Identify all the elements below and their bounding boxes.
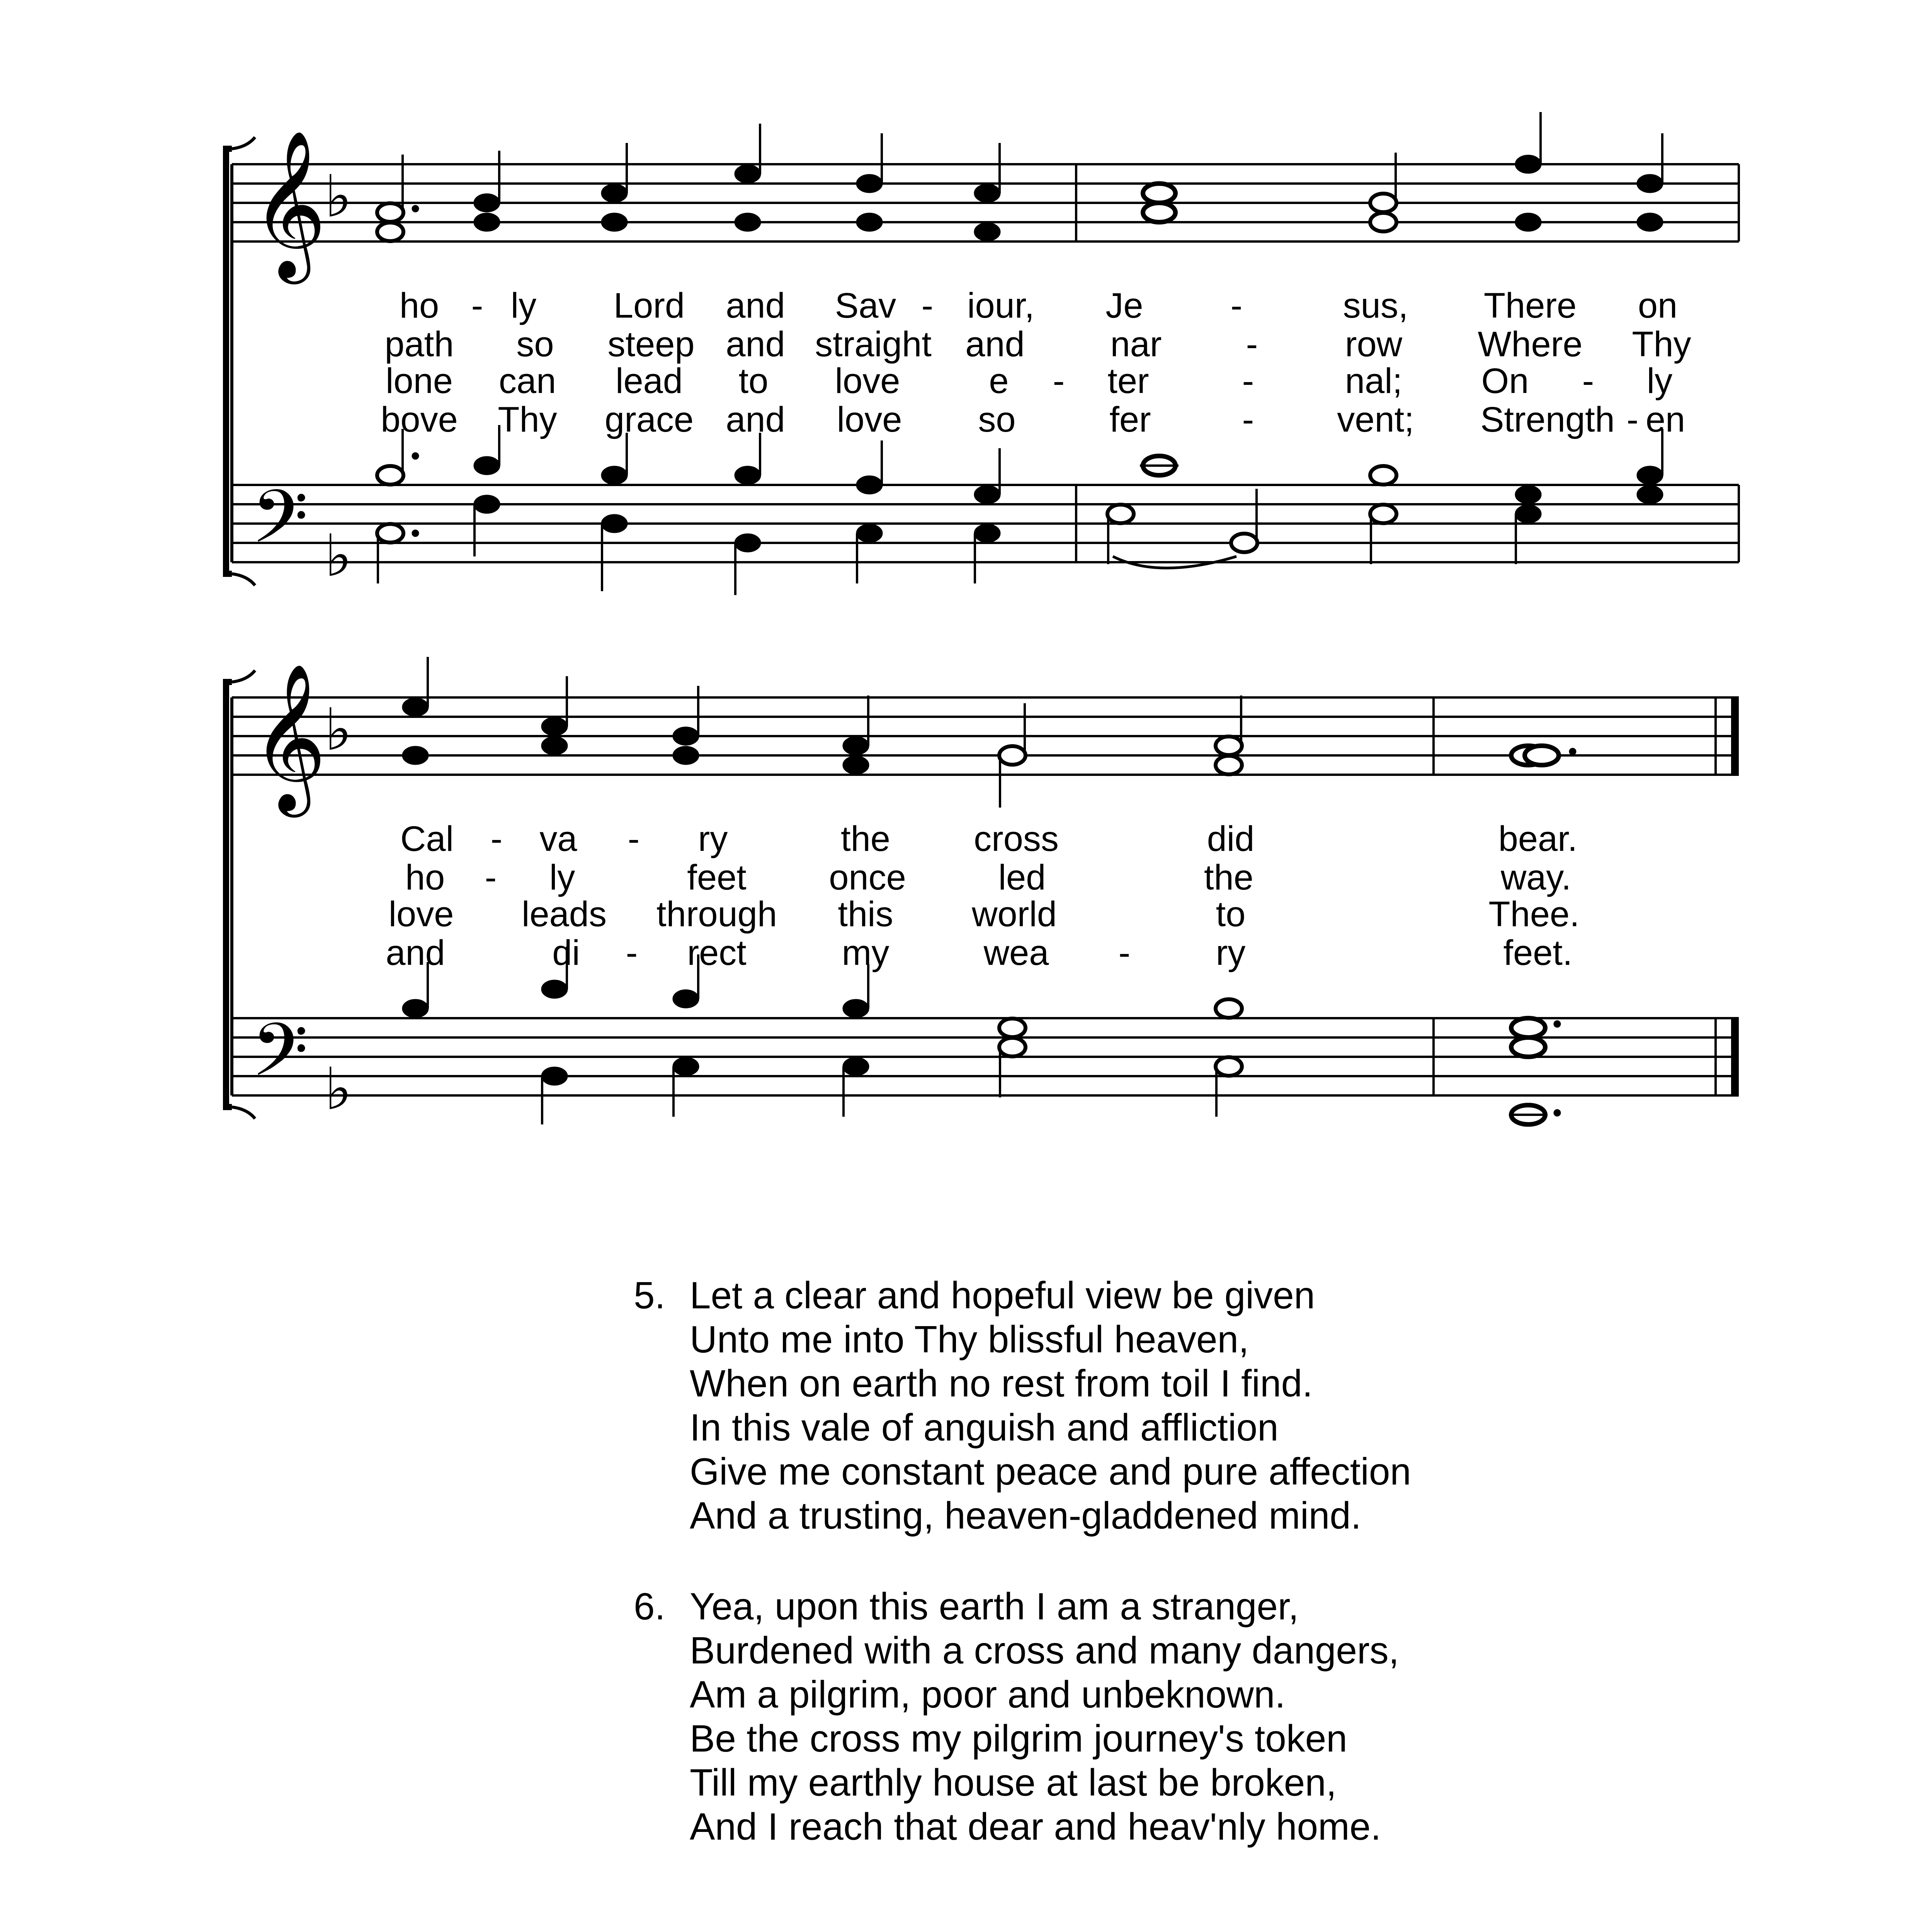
lyric-syllable: Cal xyxy=(400,819,454,859)
lyric-syllable: Thy xyxy=(1632,325,1691,364)
lyric-hyphen: - xyxy=(1230,286,1243,325)
lyric-syllable: lead xyxy=(616,361,683,401)
lyric-syllable: ly xyxy=(510,286,537,325)
lyric-syllable: ho xyxy=(399,286,439,325)
lyric-syllable: to xyxy=(1216,895,1246,934)
lyric-syllable: Je xyxy=(1105,286,1143,325)
lyric-syllable: iour, xyxy=(967,286,1034,325)
lyric-syllable: ly xyxy=(549,858,575,897)
lyric-hyphen: - xyxy=(626,933,638,973)
lyric-syllable: ly xyxy=(1646,361,1673,401)
lyric-syllable: led xyxy=(998,858,1046,897)
lyric-syllable: and xyxy=(386,933,445,973)
lyric-hyphen: - xyxy=(471,286,483,325)
lyric-hyphen: - xyxy=(921,286,934,325)
verse-line: When on earth no rest from toil I find. xyxy=(690,1362,1313,1405)
lyric-syllable: love xyxy=(835,361,900,401)
verse-line: Yea, upon this earth I am a stranger, xyxy=(690,1585,1299,1628)
lyric-hyphen: - xyxy=(485,858,497,897)
verse-line: Am a pilgrim, poor and unbeknown. xyxy=(690,1673,1286,1716)
lyric-syllable: cross xyxy=(974,819,1059,859)
verse-line: And a trusting, heaven-gladdened mind. xyxy=(690,1494,1361,1537)
lyric-syllable: di xyxy=(552,933,580,973)
lyric-syllable: the xyxy=(1204,858,1253,897)
flat-key-signature: ♭ xyxy=(325,522,352,590)
lyric-syllable: feet xyxy=(687,858,747,897)
lyric-syllable: love xyxy=(388,895,454,934)
lyric-syllable: did xyxy=(1207,819,1255,859)
lyric-syllable: world xyxy=(972,895,1057,934)
bass-notes xyxy=(377,425,1663,595)
lyric-hyphen: - xyxy=(1242,361,1254,401)
lyric-syllable: and xyxy=(726,325,785,364)
flat-key-signature: ♭ xyxy=(325,696,352,764)
lyric-syllable: ter xyxy=(1107,361,1149,401)
lyric-syllable: and xyxy=(965,325,1025,364)
bass-clef: 𝄢 xyxy=(251,474,308,578)
lyric-syllable: rect xyxy=(687,933,747,973)
lyric-hyphen: - xyxy=(1582,361,1594,401)
lyric-syllable: Where xyxy=(1478,325,1583,364)
lyric-hyphen: - xyxy=(1246,325,1258,364)
lyric-syllable: grace xyxy=(604,400,694,439)
lyric-syllable: nal; xyxy=(1345,361,1403,401)
lyric-syllable: ry xyxy=(698,819,728,859)
verse-line: Let a clear and hopeful view be given xyxy=(690,1274,1315,1316)
lyric-syllable: Lord xyxy=(613,286,685,325)
lyric-syllable: row xyxy=(1345,325,1403,364)
lyric-hyphen: - xyxy=(1053,361,1065,401)
lyric-syllable: the xyxy=(841,819,890,859)
lyric-syllable: can xyxy=(498,361,556,401)
lyric-syllable: va xyxy=(539,819,577,859)
verse-line: In this vale of anguish and affliction xyxy=(690,1406,1279,1449)
lyric-syllable: en xyxy=(1645,400,1685,439)
treble-clef: 𝄞 xyxy=(251,129,327,277)
verse-line: Unto me into Thy blissful heaven, xyxy=(690,1318,1249,1361)
lyric-syllable: feet. xyxy=(1503,933,1573,973)
lyric-syllable: path xyxy=(384,325,454,364)
verse-line: Give me constant peace and pure affection xyxy=(690,1450,1411,1493)
lyric-syllable: and xyxy=(726,400,785,439)
bass-clef: 𝄢 xyxy=(251,1008,308,1111)
lyric-syllable: There xyxy=(1483,286,1577,325)
lyric-syllable: my xyxy=(842,933,889,973)
lyric-syllable: way. xyxy=(1500,858,1571,897)
lyric-syllable: through xyxy=(656,895,777,934)
verse-number: 6. xyxy=(634,1585,665,1628)
lyric-syllable: wea xyxy=(983,933,1049,973)
lyric-syllable: straight xyxy=(815,325,932,364)
treble-notes xyxy=(402,657,1576,808)
lyric-syllable: vent; xyxy=(1337,400,1414,439)
lyric-syllable: so xyxy=(978,400,1016,439)
lyric-hyphen: - xyxy=(1118,933,1131,973)
verse-line: Till my earthly house at last be broken, xyxy=(690,1761,1337,1804)
lyric-syllable: On xyxy=(1481,361,1529,401)
verse-line: Burdened with a cross and many dangers, xyxy=(690,1629,1399,1672)
lyric-syllable: Sav xyxy=(835,286,896,325)
lyric-syllable: so xyxy=(516,325,554,364)
lyric-syllable: bove xyxy=(381,400,458,439)
lyric-syllable: Strength xyxy=(1480,400,1615,439)
lyric-syllable: ry xyxy=(1216,933,1246,973)
lyric-hyphen: - xyxy=(1242,400,1254,439)
lyric-syllable: this xyxy=(838,895,893,934)
treble-staff xyxy=(232,697,1739,775)
verse-line: And I reach that dear and heav'nly home. xyxy=(690,1805,1381,1848)
verse-line: Be the cross my pilgrim journey's token xyxy=(690,1717,1347,1760)
lyric-hyphen: - xyxy=(490,819,503,859)
lyric-syllable: love xyxy=(837,400,902,439)
verse-number: 5. xyxy=(634,1274,665,1316)
lyric-syllable: leads xyxy=(522,895,607,934)
lyric-syllable: nar xyxy=(1110,325,1162,364)
flat-key-signature: ♭ xyxy=(325,163,352,230)
bass-notes xyxy=(402,947,1561,1124)
verse-5 xyxy=(634,1273,1411,1537)
lyric-syllable: lone xyxy=(386,361,453,401)
lyric-syllable: ho xyxy=(405,858,445,897)
lyric-syllable: and xyxy=(726,286,785,325)
lyric-syllable: e xyxy=(989,361,1009,401)
verse-6 xyxy=(634,1584,1399,1849)
lyric-syllable: on xyxy=(1638,286,1678,325)
lyric-hyphen: - xyxy=(1626,400,1639,439)
flat-key-signature: ♭ xyxy=(325,1056,352,1123)
lyric-hyphen: - xyxy=(628,819,640,859)
lyric-syllable: Thy xyxy=(498,400,557,439)
lyric-syllable: Thee. xyxy=(1488,895,1580,934)
lyric-syllable: sus, xyxy=(1343,286,1408,325)
lyric-syllable: bear. xyxy=(1498,819,1578,859)
lyric-syllable: to xyxy=(738,361,769,401)
lyric-syllable: steep xyxy=(607,325,695,364)
treble-clef: 𝄞 xyxy=(251,662,327,811)
lyric-syllable: fer xyxy=(1109,400,1151,439)
lyric-syllable: once xyxy=(829,858,906,897)
